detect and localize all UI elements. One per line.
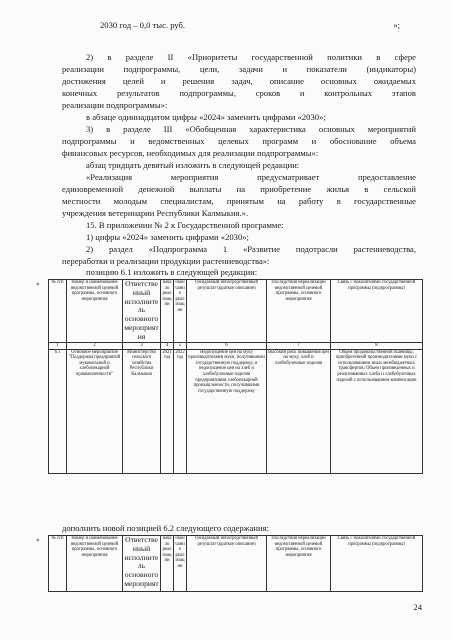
cell-link: Объем продовольственной пшеницы, приобретенной производителями муки с использованием иных межбюджетных трансфертов; Объем произведенных и реализованных хлеба и хлебобулочных изделий с использованием компенсации — [331, 349, 423, 473]
quote-line: единовременной денежной выплаты на приобретение жилья в сельской — [62, 184, 416, 194]
paragraph-line: дополнить новой позицией 6.2 следующего содержания: — [62, 523, 269, 533]
paragraph-line: переработки и реализации продукции растениеводства»: — [62, 256, 270, 266]
paragraph-line: конечных результатов подпрограммы, сроков и контрольных этапов — [62, 88, 416, 98]
cell-end: 2022 год — [174, 349, 187, 473]
col-number: 8 — [331, 342, 423, 349]
cell-responsible: Министерство сельского хозяйства Республики Калмыкия — [123, 349, 161, 473]
paragraph-line: реализации подпрограммы»: — [62, 100, 168, 110]
header-responsible: Ответственный исполнитель основного мероприятия — [124, 279, 159, 341]
col-number: 3 — [123, 342, 161, 349]
table-header-row — [49, 536, 423, 592]
paragraph-line: 2) в разделе II «Приоритеты государственной политики в сфере — [86, 52, 416, 62]
header-responsible: Ответственный исполнитель основного мероприят — [123, 536, 161, 592]
closing-quote: »; — [393, 20, 400, 30]
paragraph-line: 15. В приложении № 2 к Государственной программе: — [86, 220, 284, 230]
header-consequences: Последствия нереализации ведомственной целевой программы, основного мероприятия — [267, 280, 331, 343]
paragraph-line: 2) раздел «Подпрограмма 1 «Развитие подотрасли растениеводства, — [86, 244, 416, 254]
paragraph-line: финансовых ресурсов, необходимых для реализации подпрограммы»: — [62, 148, 319, 158]
quote-line: «Реализация мероприятия предусматривает предоставление — [86, 172, 416, 182]
cell-name: Основное мероприятие "Поддержка предприятий мукомольной и хлебопекарной промышленности" — [67, 349, 123, 473]
header-end: окончание реализации — [174, 536, 187, 592]
paragraph-line: в абзаце одиннадцатом цифры «2024» заменить цифрами «2030»; — [86, 112, 326, 122]
header-link: Связь с показателями государственной программы (подпрограммы) — [331, 280, 423, 343]
paragraph-line: реализации подпрограммы, цели, задачи и показатели (индикаторы) — [62, 64, 416, 74]
opening-quote: « — [36, 280, 40, 288]
col-number: 2 — [67, 342, 123, 349]
header-link: Связь с показателями государственной программы (подпрограммы) — [331, 536, 423, 592]
header-result: Ожидаемый непосредственный результат (краткое описание) — [187, 536, 267, 592]
paragraph-line: подпрограммы и ведомственных целевых программ и обоснование объема — [62, 136, 416, 146]
opening-quote: « — [36, 536, 40, 544]
header-name: Номер и наименование ведомственной целевой программы, основного мероприятия — [67, 536, 123, 592]
paragraph-line: позицию 6.1 изложить в следующей редакции: — [86, 267, 258, 277]
position-6-2-table — [48, 535, 423, 592]
col-number: 7 — [267, 342, 331, 349]
quote-line: местности молодым специалистам, принятым на работу в государственные — [62, 196, 416, 206]
col-number: 4 — [161, 342, 174, 349]
column-number-row — [49, 342, 423, 349]
quote-line: учреждения ветеринарии Республики Калмыкия.». — [62, 208, 249, 218]
header-start: начало реализации — [161, 280, 174, 343]
funding-text: 2030 год – 0,0 тыс. руб. — [100, 20, 186, 30]
cell-num: 6.1 — [49, 349, 67, 473]
col-number: 6 — [187, 342, 267, 349]
page-number: 24 — [413, 602, 422, 612]
cell-start: 2021 год — [161, 349, 174, 473]
position-6-1-table — [48, 279, 423, 474]
header-name: Номер и наименование ведомственной целевой программы, основного мероприятия — [67, 280, 123, 343]
paragraph-line: 1) цифры «2024» заменить цифрами «2030»; — [86, 232, 249, 242]
header-start: начало реализации — [161, 536, 174, 592]
header-num: № п/п — [49, 536, 67, 592]
table-header-row — [49, 280, 423, 343]
table-row — [49, 349, 423, 473]
header-num: № п/п — [49, 280, 67, 343]
cell-consequences: Высокий риск повышения цен на муку, хлеб и хлебобулочные изделия — [267, 349, 331, 473]
funding-line — [100, 20, 400, 32]
cell-result: Недопущение цен на муку производителями муки, получившими государственную поддержку, и недопущение цен на хлеб и хлебобулочные изделия предприятиями хлебопекарной промышленности, получившими государственную поддержку — [187, 349, 267, 473]
paragraph-line: 3) в разделе III «Обобщенная характеристика основных мероприятий — [86, 124, 416, 134]
paragraph-line: достижения целей и решения задач, описание основных ожидаемых — [62, 76, 416, 86]
col-number: 1 — [49, 342, 67, 349]
header-result: Ожидаемый непосредственный результат (краткое описание) — [187, 280, 267, 343]
col-number: 5 — [174, 342, 187, 349]
header-consequences: Последствия нереализации ведомственной целевой программы, основного мероприятия — [267, 536, 331, 592]
header-end: окончание реализации — [174, 280, 187, 343]
paragraph-line: абзац тридцать девятый изложить в следующей редакции: — [86, 160, 300, 170]
